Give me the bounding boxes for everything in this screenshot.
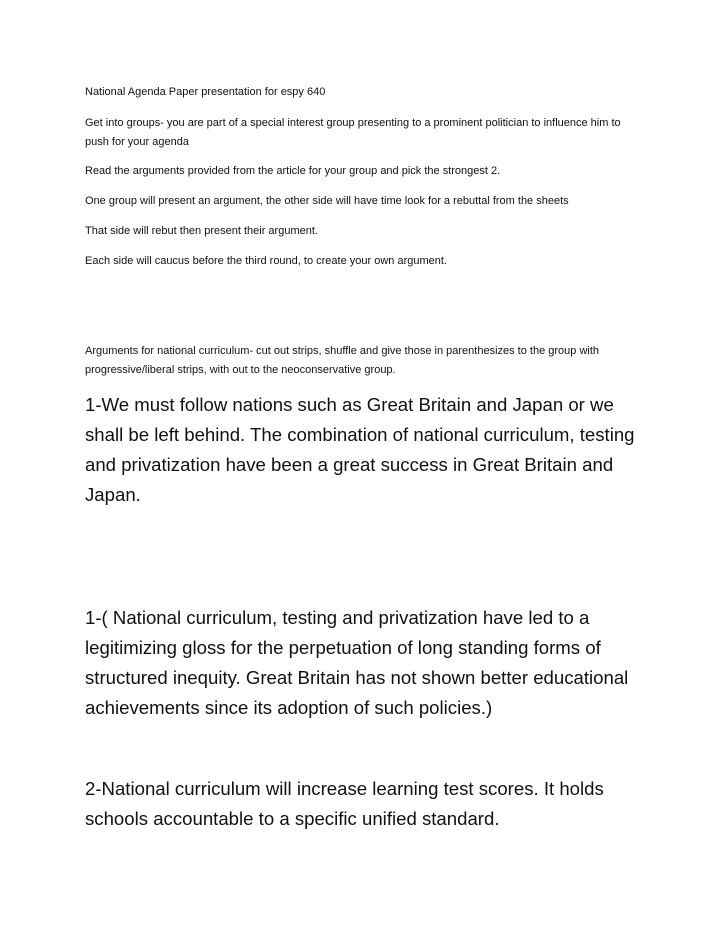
instruction-rebut: That side will rebut then present their argument. [85, 225, 318, 237]
instruction-caucus: Each side will caucus before the third round, to create your own argument. [85, 255, 447, 267]
instruction-present-argument: One group will present an argument, the other side will have time look for a rebuttal from the sheets [85, 195, 569, 207]
instruction-read-arguments: Read the arguments provided from the article for your group and pick the strongest 2. [85, 165, 501, 177]
document-title: National Agenda Paper presentation for espy 640 [85, 86, 326, 98]
instruction-groups: Get into groups- you are part of a special interest group presenting to a prominent politician to influence him to push for your agenda [85, 117, 621, 148]
argument-1-neoconservative: 1-We must follow nations such as Great Britain and Japan or we shall be left behind. The combination of national curriculum, testing and privatization have been a great success in Great Britain and Japan. [85, 394, 635, 505]
argument-1-progressive: 1-( National curriculum, testing and privatization have led to a legitimizing gloss for the perpetuation of long standing forms of structured inequity. Great Britain has not shown better educational achievements since its adoption of such policies.) [85, 607, 629, 718]
arguments-heading: Arguments for national curriculum- cut out strips, shuffle and give those in parenthesizes to the group with progressive/liberal strips, with out to the neoconservative group. [85, 345, 600, 376]
argument-2-neoconservative: 2-National curriculum will increase learning test scores. It holds schools accountable to a specific unified standard. [85, 778, 604, 829]
